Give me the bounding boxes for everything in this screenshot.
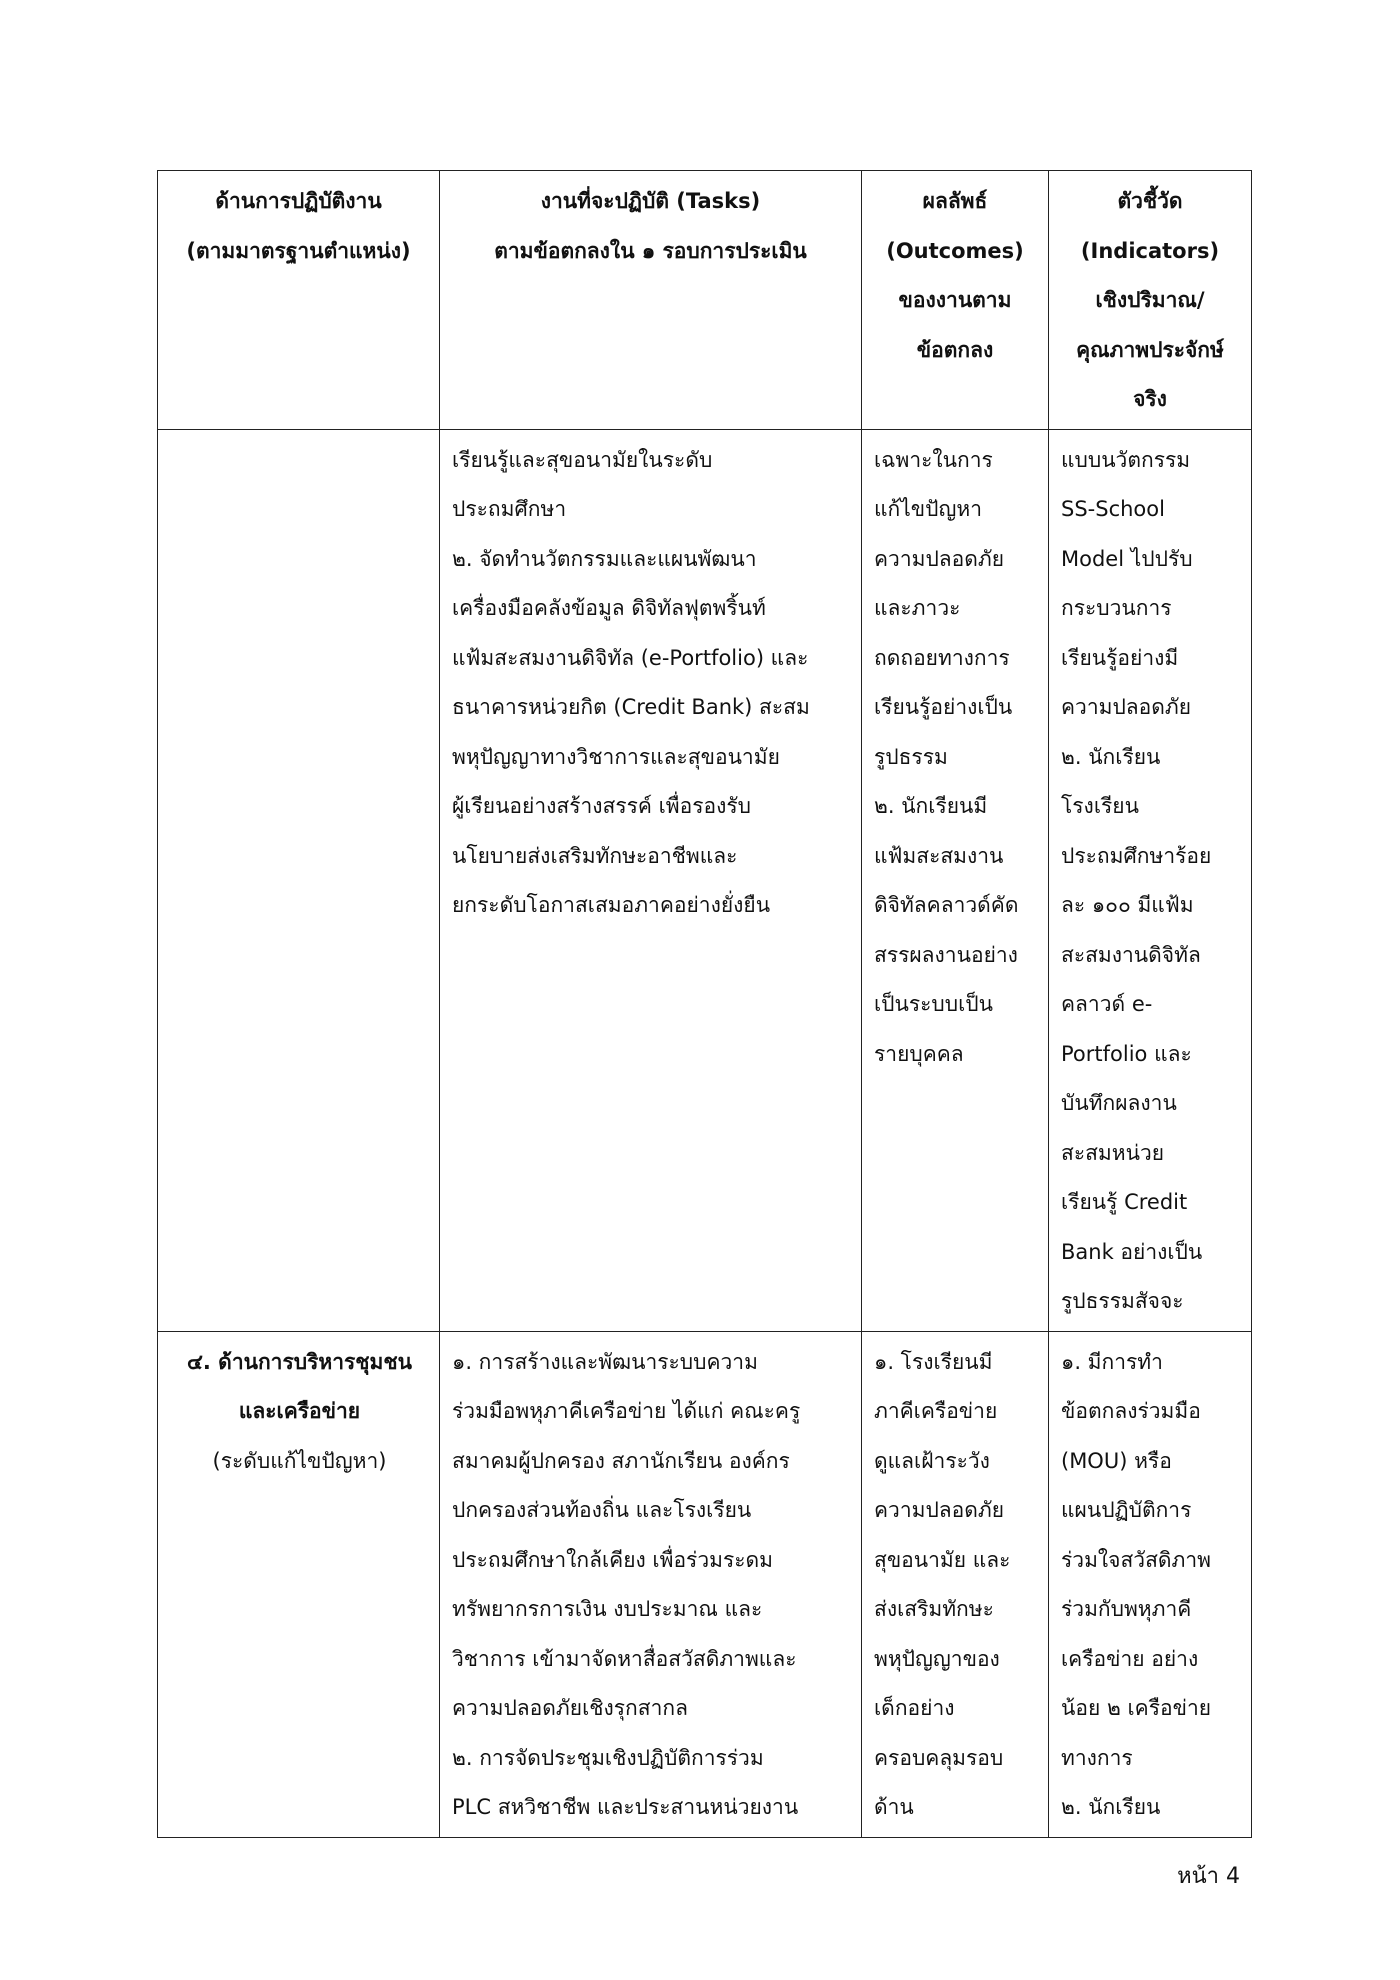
cell-line: ดูแลเฝ้าระวัง [874, 1448, 990, 1473]
cell-line: น้อย ๒ เครือข่าย [1061, 1696, 1212, 1720]
cell-line: Bank อย่างเป็น [1061, 1239, 1203, 1264]
cell-line: ๒. นักเรียนมี [874, 794, 988, 818]
cell-line: กระบวนการ [1061, 596, 1172, 620]
cell-line: ส่งเสริมทักษะ [874, 1597, 994, 1621]
header-line: ตัวชี้วัด [1117, 189, 1183, 213]
cell-line: สะสมหน่วย [1061, 1140, 1165, 1165]
cell-line: ประถมศึกษาใกล้เคียง เพื่อร่วมระดม [452, 1547, 774, 1572]
cell-line: ละ ๑๐๐ มีแฟ้ม [1061, 893, 1194, 917]
cell-line: ร่วมใจสวัสดิภาพ [1061, 1547, 1212, 1572]
cell-line: แบบนวัตกรรม [1061, 447, 1191, 472]
header-line: ตามข้อตกลงใน ๑ รอบการประเมิน [494, 238, 807, 263]
cell-line: ประถมศึกษาร้อย [1061, 843, 1212, 868]
cell-line: พหุปัญญาทางวิชาการและสุขอนามัย [452, 744, 780, 769]
cell-line: ดิจิทัลคลาวด์คัด [874, 893, 1019, 917]
tasks-cell [440, 429, 862, 1331]
cell-line: คลาวด์ e- [1061, 992, 1153, 1016]
header-line: (ตามมาตรฐานตำแหน่ง) [186, 238, 411, 263]
cell-line: ประถมศึกษา [452, 497, 567, 521]
aspect-level: (ระดับแก้ไขปัญหา) [212, 1448, 387, 1473]
cell-line: ๒. นักเรียน [1061, 744, 1161, 769]
cell-line: ผู้เรียนอย่างสร้างสรรค์ เพื่อรองรับ [452, 794, 752, 818]
cell-line: SS-School [1061, 497, 1165, 521]
cell-line: สรรผลงานอย่าง [874, 942, 1018, 967]
cell-line: ๑. โรงเรียนมี [874, 1349, 993, 1374]
header-line: (Indicators) [1080, 238, 1220, 263]
cell-line: Model ไปปรับ [1061, 546, 1193, 571]
cell-line: ข้อตกลงร่วมมือ [1061, 1399, 1201, 1423]
cell-line: สมาคมผู้ปกครอง สภานักเรียน องค์กร [452, 1448, 790, 1473]
cell-line: เรียนรู้อย่างเป็น [874, 695, 1013, 719]
cell-line: ทางการ [1061, 1745, 1133, 1770]
table-row [158, 1331, 1252, 1837]
cell-line: ความปลอดภัย [874, 1498, 1005, 1522]
outcomes-cell [862, 1331, 1049, 1837]
cell-line: ครอบคลุมรอบ [874, 1745, 1004, 1770]
cell-line: ความปลอดภัย [1061, 695, 1192, 719]
header-outcomes [862, 171, 1049, 430]
cell-line: เป็นระบบเป็น [874, 992, 993, 1016]
header-line: คุณภาพประจักษ์ [1076, 337, 1224, 362]
header-line: ของงานตาม [898, 288, 1012, 312]
header-line: ด้านการปฏิบัติงาน [215, 189, 382, 213]
header-line: จริง [1133, 387, 1167, 411]
cell-line: นโยบายส่งเสริมทักษะอาชีพและ [452, 843, 738, 868]
cell-line: ร่วมกับพหุภาคี [1061, 1597, 1192, 1621]
tasks-cell [440, 1331, 862, 1837]
cell-line: สะสมงานดิจิทัล [1061, 942, 1201, 967]
cell-line: ด้าน [874, 1795, 914, 1819]
outcomes-cell [862, 429, 1049, 1331]
cell-line: ๒. นักเรียน [1061, 1795, 1161, 1819]
page-number: หน้า 4 [1177, 1864, 1240, 1889]
cell-line: และภาวะ [874, 596, 961, 620]
cell-line: Portfolio และ [1061, 1041, 1192, 1066]
header-indicators [1049, 171, 1252, 430]
cell-line: แผนปฏิบัติการ [1061, 1498, 1192, 1522]
cell-line: PLC สหวิชาชีพ และประสานหน่วยงาน [452, 1795, 799, 1819]
cell-line: พหุปัญญาของ [874, 1646, 1000, 1671]
cell-line: ภาคีเครือข่าย [874, 1399, 998, 1423]
cell-line: ความปลอดภัย [874, 546, 1005, 571]
cell-line: เรียนรู้และสุขอนามัยในระดับ [452, 447, 713, 472]
cell-line: เด็กอย่าง [874, 1696, 955, 1720]
cell-line: บันทึกผลงาน [1061, 1091, 1177, 1115]
cell-line: ปกครองส่วนท้องถิ่น และโรงเรียน [452, 1498, 752, 1522]
indicators-cell [1049, 429, 1252, 1331]
cell-line: ถดถอยทางการ [874, 645, 1010, 670]
header-line: (Outcomes) [886, 238, 1024, 263]
cell-line: ๑. การสร้างและพัฒนาระบบความ [452, 1349, 758, 1374]
cell-line: ๒. การจัดประชุมเชิงปฏิบัติการร่วม [452, 1745, 764, 1770]
cell-line: วิชาการ เข้ามาจัดหาสื่อสวัสดิภาพและ [452, 1646, 797, 1671]
cell-line: แฟ้มสะสมงาน [874, 843, 1004, 868]
cell-line: แก้ไขปัญหา [874, 497, 983, 521]
cell-line: เครือข่าย อย่าง [1061, 1646, 1199, 1671]
header-line: งานที่จะปฏิบัติ (Tasks) [540, 189, 761, 213]
cell-line: โรงเรียน [1061, 794, 1139, 818]
table-row [158, 429, 1252, 1331]
header-line: ข้อตกลง [916, 337, 994, 362]
cell-line: เรียนรู้ Credit [1061, 1190, 1188, 1214]
performance-agreement-table [157, 170, 1252, 1838]
cell-line: ธนาคารหน่วยกิต (Credit Bank) สะสม [452, 695, 810, 719]
cell-line: สุขอนามัย และ [874, 1547, 1011, 1572]
cell-line: รูปธรรม [874, 744, 948, 769]
header-line: ผลลัพธ์ [922, 189, 988, 213]
header-tasks [440, 171, 862, 430]
cell-line: เฉพาะในการ [874, 447, 993, 472]
cell-line: ร่วมมือพหุภาคีเครือข่าย ได้แก่ คณะครู [452, 1399, 801, 1423]
cell-line: รูปธรรมสัจจะ [1061, 1289, 1184, 1313]
aspect-title: ๔. ด้านการบริหารชุมชน [187, 1349, 412, 1374]
cell-line: รายบุคคล [874, 1041, 964, 1066]
cell-line: (MOU) หรือ [1061, 1448, 1172, 1473]
cell-line: แฟ้มสะสมงานดิจิทัล (e-Portfolio) และ [452, 645, 809, 670]
table-header-row [158, 171, 1252, 430]
cell-line: เรียนรู้อย่างมี [1061, 645, 1179, 670]
cell-line: ความปลอดภัยเชิงรุกสากล [452, 1696, 688, 1720]
cell-line: ยกระดับโอกาสเสมอภาคอย่างยั่งยืน [452, 893, 771, 917]
header-aspect [158, 171, 440, 430]
cell-line: เครื่องมือคลังข้อมูล ดิจิทัลฟุตพริ้นท์ [452, 596, 766, 620]
indicators-cell [1049, 1331, 1252, 1837]
cell-line: ๑. มีการทำ [1061, 1349, 1163, 1374]
aspect-cell [158, 429, 440, 1331]
cell-line: ทรัพยากรการเงิน งบประมาณ และ [452, 1597, 763, 1621]
aspect-cell [158, 1331, 440, 1837]
aspect-title: และเครือข่าย [238, 1399, 361, 1423]
cell-line: ๒. จัดทำนวัตกรรมและแผนพัฒนา [452, 546, 757, 571]
header-line: เชิงปริมาณ/ [1095, 288, 1205, 312]
